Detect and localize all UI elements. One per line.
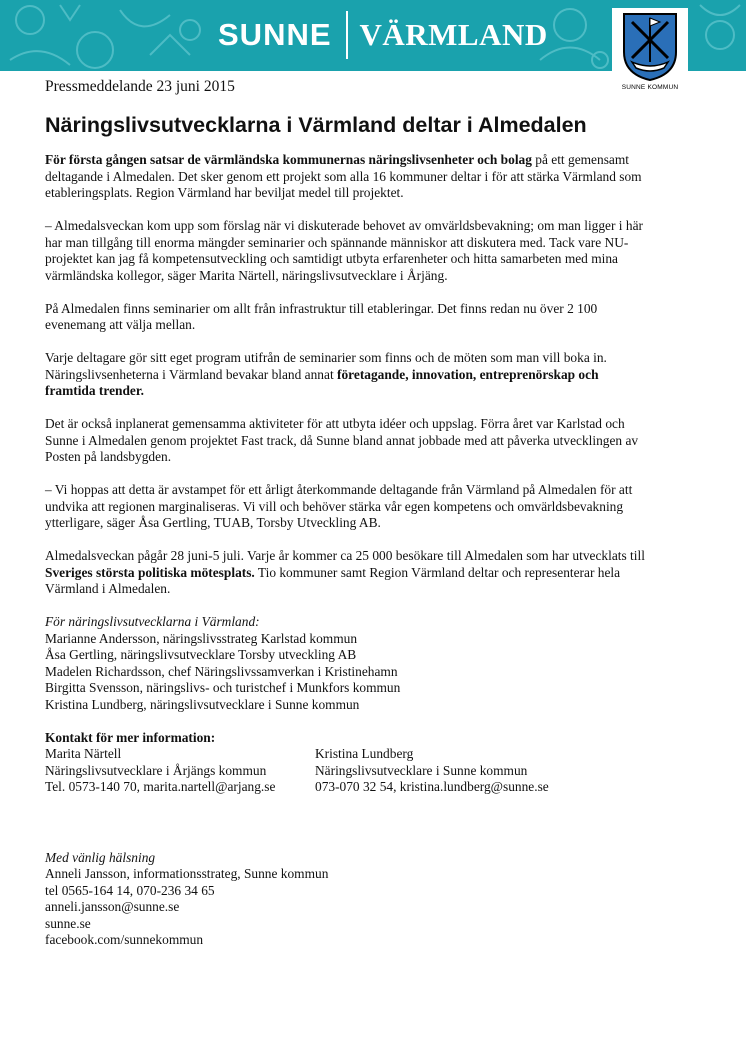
contact-heading: Kontakt för mer information: xyxy=(45,729,216,745)
signer-line: Madelen Richardsson, chef Näringslivssamverkan i Kristinehamn xyxy=(45,663,398,679)
p7-bold: Sveriges största politiska mötesplats. xyxy=(45,564,255,580)
municipal-crest xyxy=(612,8,688,96)
signer-line: Åsa Gertling, näringslivsutvecklare Torsby utveckling AB xyxy=(45,647,357,662)
crest-icon xyxy=(622,12,678,82)
paragraph-2: – Almedalsveckan kom upp som förslag när vi diskuterade behovet av omvärldsbevakning; om man ligger i här har man tillgång till enorma mängder seminarier och spännande människor att diskutera med. Tack vare NU-projektet kan jag få kompetensutveckling och samtidigt utbyta erfarenheter och hitta samarbeten med mina värmländska kollegor, säger Marita Närtell, näringslivsutvecklare i Årjäng. xyxy=(45,218,643,283)
paragraph-4 xyxy=(45,350,645,400)
page-title: Näringslivsutvecklarna i Värmland deltar i Almedalen xyxy=(45,113,587,137)
crest-caption: SUNNE KOMMUN xyxy=(621,84,679,91)
paragraph-5: Det är också inplanerat gemensamma aktiviteter för att utbyta idéer och uppslag. Förra året var Karlstad och Sunne i Almedalen genom projektet Fast track, då Sunne bland annat jobbade med att påverka utvecklingen av Posten på landsbygden. xyxy=(45,416,639,464)
contact-left xyxy=(45,746,315,796)
signer-line: Marianne Andersson, näringslivsstrateg Karlstad kommun xyxy=(45,630,358,646)
closing-section xyxy=(45,850,645,949)
closing-line: anneli.jansson@sunne.se xyxy=(45,899,180,914)
contact-section xyxy=(45,730,645,796)
closing-line: Anneli Jansson, informationsstrateg, Sunne kommun xyxy=(45,866,329,881)
article-body xyxy=(45,152,645,949)
brand-right: VÄRMLAND xyxy=(359,17,548,52)
contact-line: 073-070 32 54, kristina.lundberg@sunne.se xyxy=(315,779,549,794)
closing-line: tel 0565-164 14, 070-236 34 65 xyxy=(45,882,215,898)
closing-line: facebook.com/sunnekommun xyxy=(45,932,204,947)
p4-start: Varje deltagare gör sitt eget program utifrån de seminarier som finns och de möten som man vill boka in. Näringslivsenheterna i Värmland bevakar bland annat xyxy=(45,350,607,382)
p1-bold: För första gången satsar de värmländska kommunernas näringslivsenheter och bolag xyxy=(45,152,532,167)
dateline: Pressmeddelande 23 juni 2015 xyxy=(45,78,235,95)
p1-rest: på ett gemensamt deltagande i Almedalen. Det sker genom ett projekt som alla 16 kommuner deltar i för att stärka Värmland som etableringsplats. Region Värmland har beviljat medel till projektet. xyxy=(45,152,642,200)
contact-line: Kristina Lundberg xyxy=(315,746,414,761)
brand-logo xyxy=(218,10,548,60)
closing-greeting: Med vänlig hälsning xyxy=(45,849,156,865)
paragraph-7 xyxy=(45,548,645,598)
contact-line: Tel. 0573-140 70, marita.nartell@arjang.se xyxy=(45,779,276,794)
signers-heading: För näringslivsutvecklarna i Värmland: xyxy=(45,614,260,629)
brand-left: SUNNE xyxy=(218,17,332,52)
closing-line: sunne.se xyxy=(45,915,91,931)
p7-start: Almedalsveckan pågår 28 juni-5 juli. Varje år kommer ca 25 000 besökare till Almedalen som har utvecklats till xyxy=(45,548,645,563)
contact-line: Näringslivsutvecklare i Årjängs kommun xyxy=(45,762,267,778)
paragraph-6: – Vi hoppas att detta är avstampet för ett årligt återkommande deltagande från Värmland på Almedalen för att undvika att regionen marginaliseras. Vi vill och behöver stärka vår egen kompetens och omvärldsbevakning ytterligare, säger Åsa Gertling, TUAB, Torsby Utveckling AB. xyxy=(45,482,633,530)
p7-end: Tio kommuner samt Region Värmland deltar och representerar hela Värmland i Almedalen. xyxy=(45,564,621,596)
contact-line: Marita Närtell xyxy=(45,746,122,761)
brand-divider xyxy=(346,11,348,59)
signer-line: Birgitta Svensson, näringslivs- och turistchef i Munkfors kommun xyxy=(45,680,401,695)
signer-line: Kristina Lundberg, näringslivsutvecklare i Sunne kommun xyxy=(45,696,360,712)
paragraph-1 xyxy=(45,152,645,202)
paragraph-3: På Almedalen finns seminarier om allt från infrastruktur till etableringar. Det finns redan nu över 2 100 evenemang att välja mellan. xyxy=(45,300,598,332)
signers-list xyxy=(45,614,645,713)
p4-bold: företagande, innovation, entreprenörskap och framtida trender. xyxy=(45,366,599,398)
contact-line: Näringslivsutvecklare i Sunne kommun xyxy=(315,762,528,778)
contact-right xyxy=(315,746,585,796)
